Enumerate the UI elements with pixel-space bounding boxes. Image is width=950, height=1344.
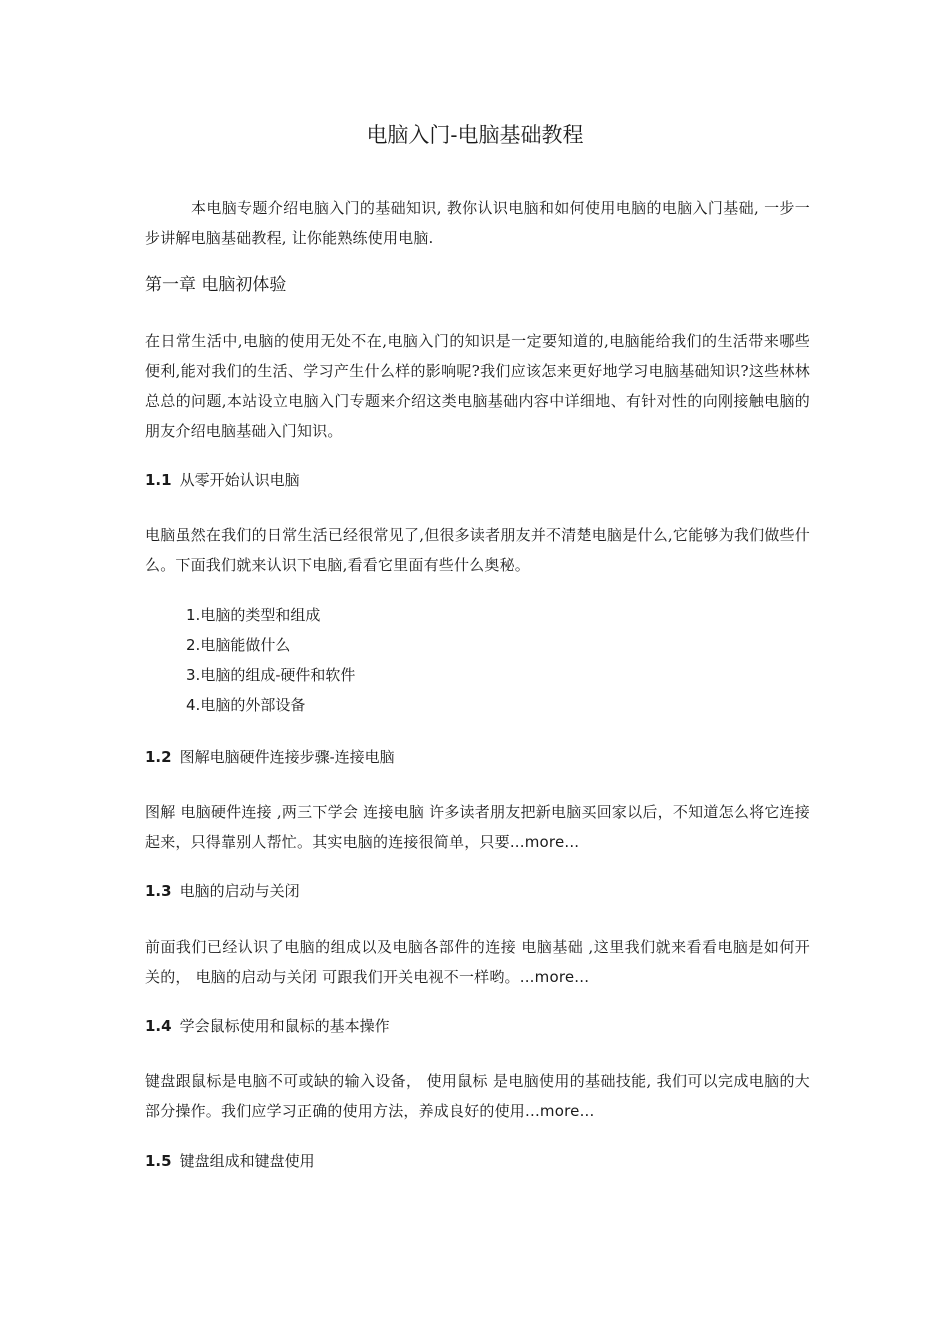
section-heading-1-2 (145, 742, 395, 772)
section-paragraph-1-2: 图解 电脑硬件连接 ,两三下学会 连接电脑 许多读者朋友把新电脑买回家以后，不知道怎么将它连接起来，只得靠别人帮忙。其实电脑的连接很简单，只要...more... (145, 803, 810, 851)
list-item: 2.电脑能做什么 (186, 636, 291, 654)
section-title: 电脑的启动与关闭 (179, 882, 300, 900)
section-number: 1.1 (145, 471, 172, 489)
topic-list (186, 600, 355, 720)
section-heading-1-1 (145, 465, 300, 495)
list-item: 4.电脑的外部设备 (186, 696, 306, 714)
section-heading-1-5 (145, 1146, 315, 1176)
list-item: 1.电脑的类型和组成 (186, 606, 321, 624)
section-number: 1.2 (145, 748, 172, 766)
section-paragraph-1-3: 前面我们已经认识了电脑的组成以及电脑各部件的连接 电脑基础 ,这里我们就来看看电脑是如何开关的， 电脑的启动与关闭 可跟我们开关电视不一样哟。...more... (145, 938, 810, 986)
more-link[interactable]: ...more... (509, 833, 580, 851)
section-number: 1.5 (145, 1152, 172, 1170)
section-title: 图解电脑硬件连接步骤-连接电脑 (179, 748, 395, 766)
section-title: 键盘组成和键盘使用 (179, 1152, 315, 1170)
list-item: 3.电脑的组成-硬件和软件 (186, 666, 356, 684)
section-heading-1-4 (145, 1011, 390, 1041)
chapter-heading: 第一章 电脑初体验 (145, 275, 287, 295)
section-paragraph-1-1: 电脑虽然在我们的日常生活已经很常见了,但很多读者朋友并不清楚电脑是什么,它能够为我们做些什么。下面我们就来认识下电脑,看看它里面有些什么奥秘。 (145, 526, 810, 574)
section-title: 学会鼠标使用和鼠标的基本操作 (179, 1017, 390, 1035)
document-title: 电脑入门-电脑基础教程 (366, 123, 584, 147)
section-heading-1-3 (145, 876, 300, 906)
section-title: 从零开始认识电脑 (179, 471, 300, 489)
section-paragraph-1-4: 键盘跟鼠标是电脑不可或缺的输入设备， 使用鼠标 是电脑使用的基础技能, 我们可以完成电脑的大部分操作。我们应学习正确的使用方法，养成良好的使用...more... (145, 1072, 810, 1120)
intro-paragraph: 本电脑专题介绍电脑入门的基础知识, 教你认识电脑和如何使用电脑的电脑入门基础, 一步一步讲解电脑基础教程, 让你能熟练使用电脑. (145, 199, 810, 247)
more-link[interactable]: ...more... (519, 968, 590, 986)
section-number: 1.3 (145, 882, 172, 900)
more-link[interactable]: ...more... (525, 1102, 595, 1120)
section-number: 1.4 (145, 1017, 172, 1035)
chapter-paragraph: 在日常生活中,电脑的使用无处不在,电脑入门的知识是一定要知道的,电脑能给我们的生活带来哪些便利,能对我们的生活、学习产生什么样的影响呢?我们应该怎来更好地学习电脑基础知识?这些林林总总的问题,本站设立电脑入门专题来介绍这类电脑基础内容中详细地、有针对性的向刚接触电脑的朋友介绍电脑基础入门知识。 (145, 332, 810, 440)
